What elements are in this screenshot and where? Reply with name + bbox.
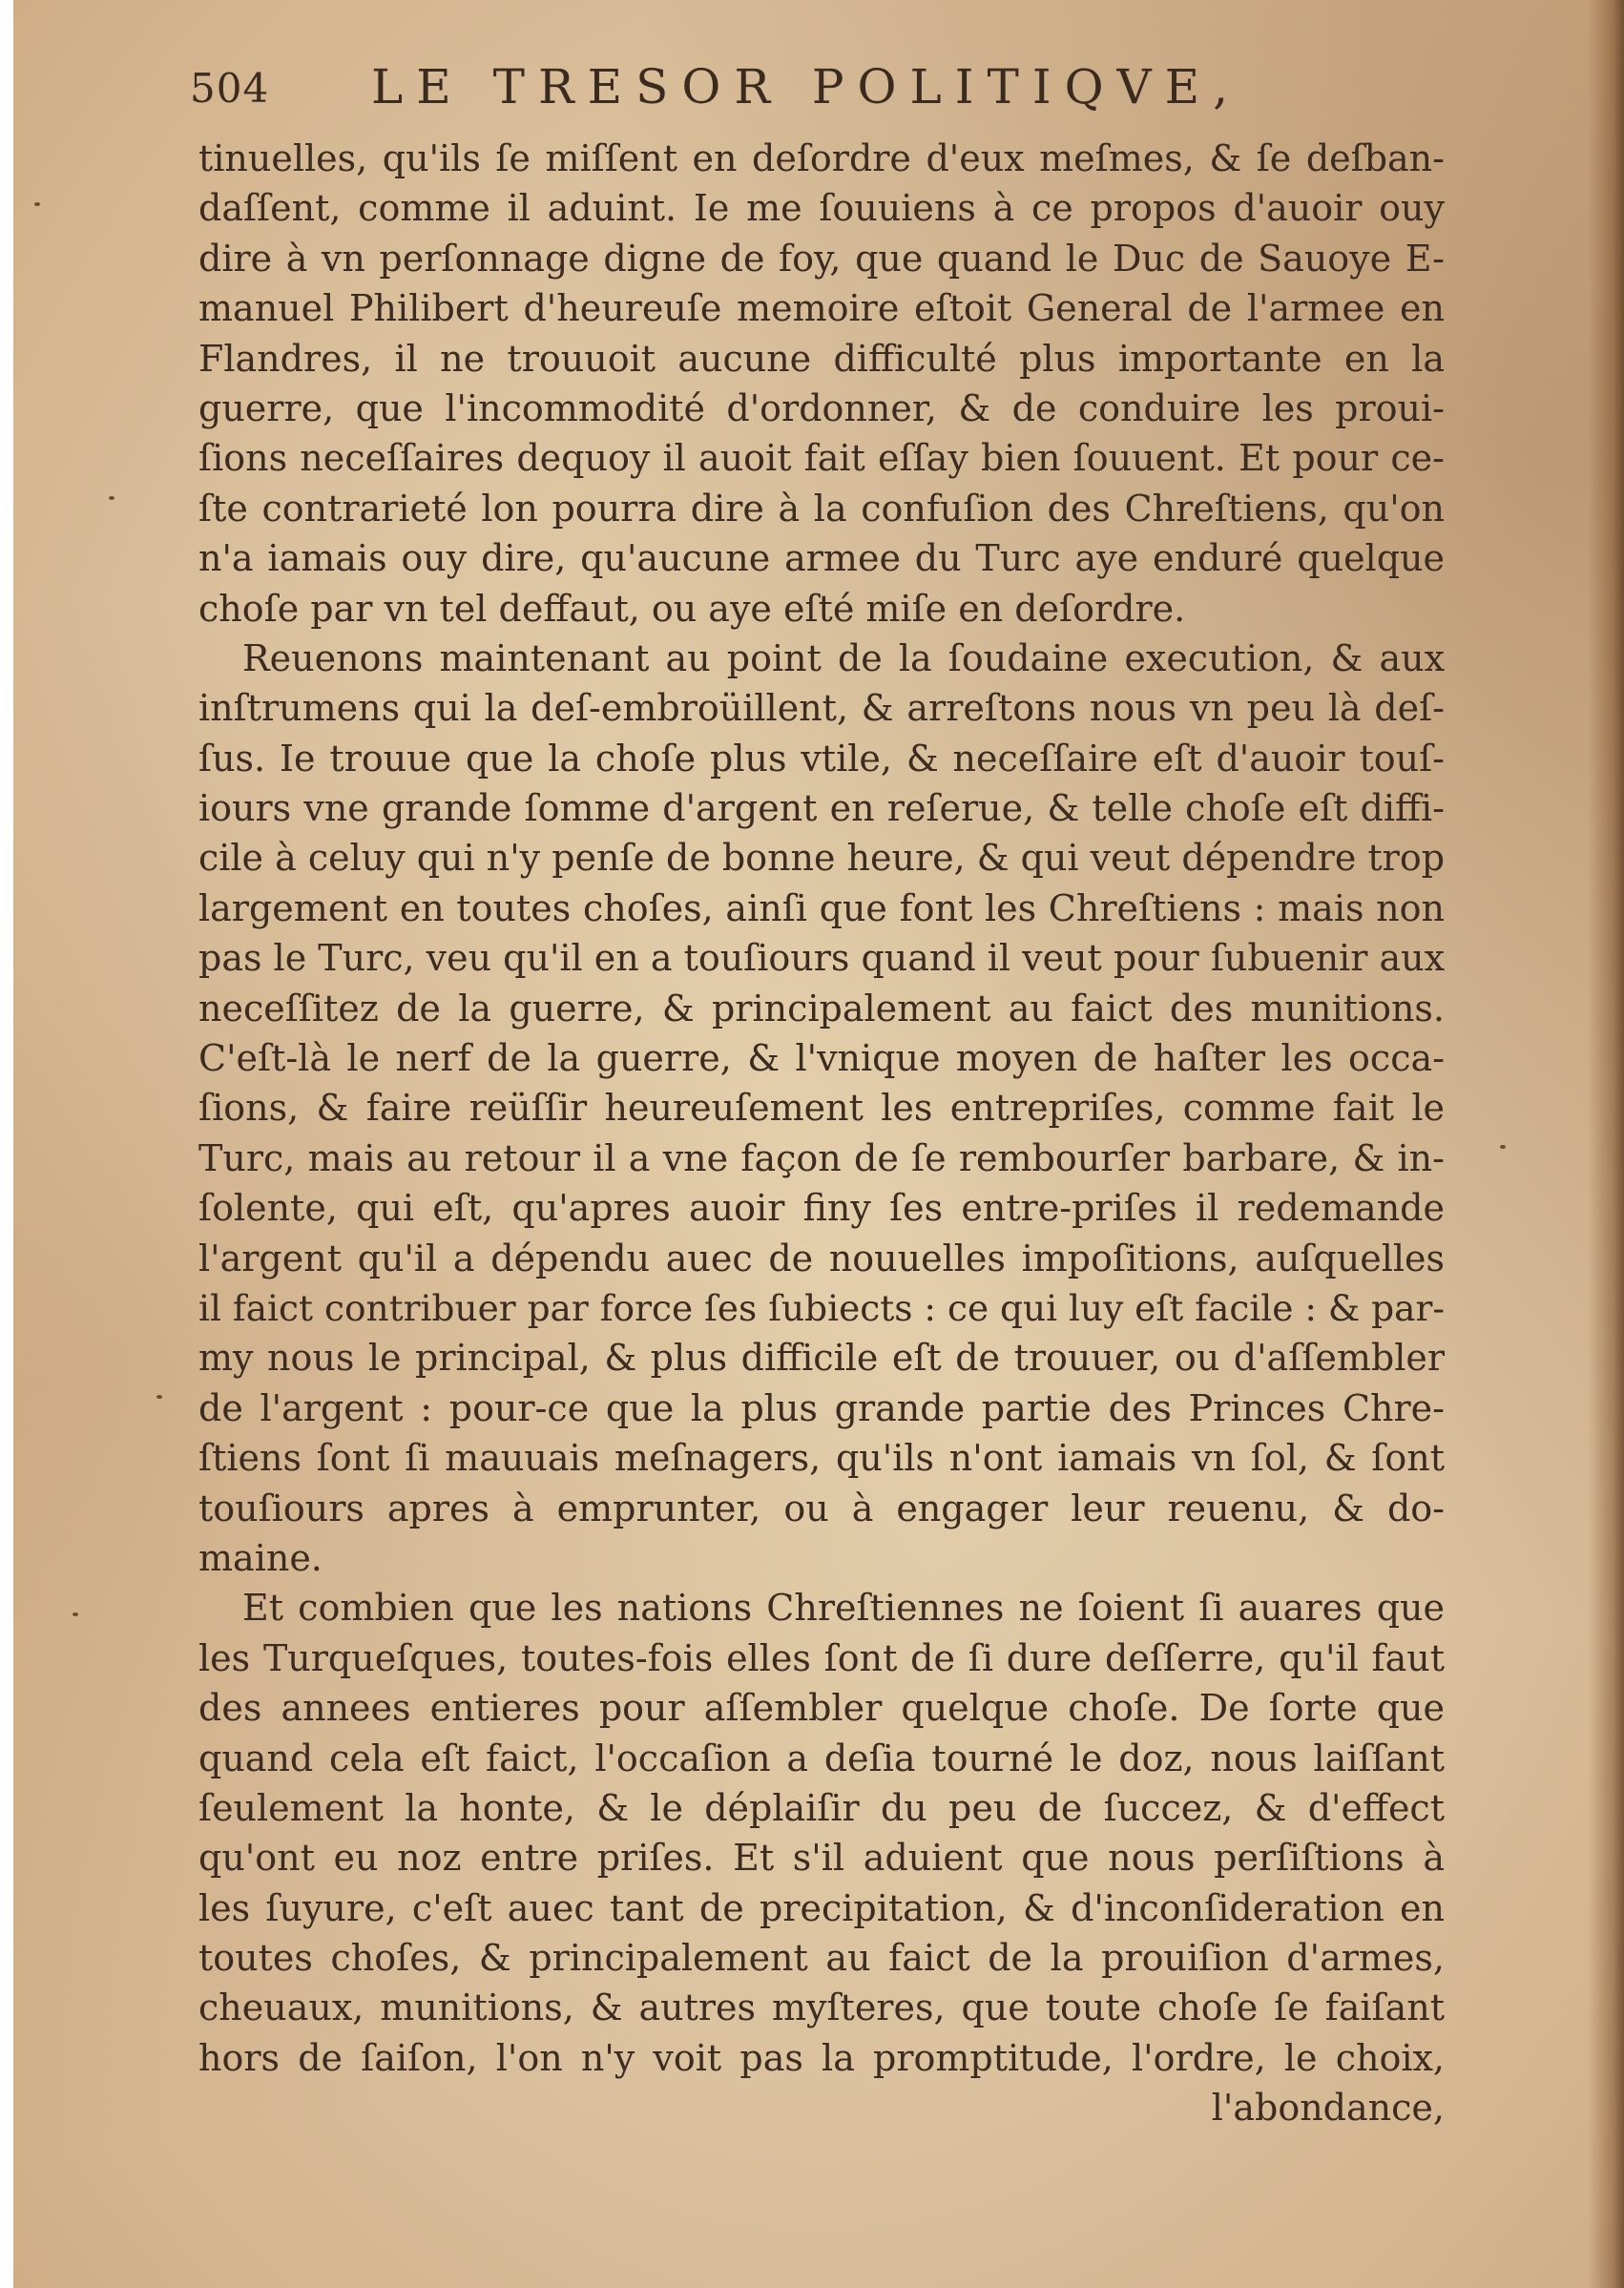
text-line: C'eſt-là le nerf de la guerre, & l'vnique moyen de haſter les occa- <box>198 1037 1445 1080</box>
page-number: 504 <box>190 65 270 112</box>
text-line: ſions neceſſaires dequoy il auoit fait eſſay bien ſouuent. Et pour ce- <box>198 437 1445 480</box>
text-line: ſolente, qui eſt, qu'apres auoir finy ſes entre-priſes il redemande <box>198 1187 1445 1230</box>
book-page <box>13 0 1624 2288</box>
text-line: touſiours apres à emprunter, ou à engager leur reuenu, & do- <box>198 1487 1445 1529</box>
text-line: iours vne grande ſomme d'argent en reſerue, & telle choſe eſt diffi- <box>198 787 1445 830</box>
running-title: LE TRESOR POLITIQVE, <box>371 59 1242 114</box>
text-line: my nous le principal, & plus difficile eſt de trouuer, ou d'aſſembler <box>198 1337 1445 1380</box>
text-line: choſe par vn tel deffaut, ou aye eſté miſe en deſordre. <box>198 587 1186 630</box>
text-line: pas le Turc, veu qu'il en a touſiours quand il veut pour ſubuenir aux <box>198 937 1445 980</box>
paragraph-3 <box>198 1583 1445 2083</box>
text-line: largement en toutes choſes, ainſi que font les Chreſtiens : mais non <box>198 886 1445 929</box>
paper-speck <box>109 496 115 500</box>
binding-shadow <box>1588 0 1624 2288</box>
text-line: ſus. Ie trouue que la choſe plus vtile, & neceſſaire eſt d'auoir touſ- <box>198 737 1445 780</box>
text-line: ſeulement la honte, & le déplaiſir du peu de ſuccez, & d'effect <box>198 1786 1445 1829</box>
paragraph-1 <box>198 134 1445 634</box>
text-line: ſtiens ſont ſi mauuais meſnagers, qu'ils n'ont iamais vn ſol, & ſont <box>198 1437 1445 1480</box>
text-line: l'argent qu'il a dépendu auec de nouuelles impoſitions, auſquelles <box>198 1237 1445 1279</box>
text-line: ſte contrarieté lon pourra dire à la confuſion des Chreſtiens, qu'on <box>198 487 1445 530</box>
text-line: Et combien que les nations Chreſtiennes ne ſoient ſi auares que <box>242 1587 1445 1630</box>
text-line: dire à vn perſonnage digne de foy, que quand le Duc de Sauoye E- <box>198 237 1445 280</box>
text-line: il faict contribuer par force ſes ſubiects : ce qui luy eſt facile : & par- <box>198 1286 1445 1329</box>
text-line: cheuaux, munitions, & autres myſteres, que toute choſe ſe faiſant <box>198 1986 1445 2029</box>
running-head <box>171 59 1449 126</box>
text-line: les Turqueſques, toutes-fois elles ſont de ſi dure deſſerre, qu'il faut <box>198 1636 1445 1679</box>
text-line: Flandres, il ne trouuoit aucune difficulté plus importante en la <box>198 337 1445 380</box>
catchword: l'abondance, <box>1211 2087 1445 2130</box>
text-line: inſtrumens qui la deſ-embroüillent, & arreſtons nous vn peu là deſ- <box>198 687 1445 730</box>
text-line: hors de ſaiſon, l'on n'y voit pas la promptitude, l'ordre, le choix, <box>198 2036 1445 2079</box>
text-line: cile à celuy qui n'y penſe de bonne heure, & qui veut dépendre trop <box>198 837 1445 880</box>
text-line: qu'ont eu noz entre priſes. Et s'il aduient que nous perſiſtions à <box>198 1837 1445 1880</box>
text-line: de l'argent : pour-ce que la plus grande partie des Princes Chre- <box>198 1386 1445 1429</box>
text-line: toutes choſes, & principalement au faict de la prouiſion d'armes, <box>198 1937 1445 1980</box>
text-line: Reuenons maintenant au point de la ſoudaine execution, & aux <box>242 636 1445 679</box>
text-line: Turc, mais au retour il a vne façon de ſe rembourſer barbare, & in- <box>198 1136 1445 1179</box>
body-text <box>198 134 1445 2133</box>
text-line: quand cela eſt faict, l'occaſion a deſia tourné le doz, nous laiſſant <box>198 1737 1445 1779</box>
text-line: des annees entieres pour aſſembler quelque choſe. De ſorte que <box>198 1687 1445 1730</box>
paper-speck <box>73 1612 78 1616</box>
text-line: ſions, & faire reüſſir heureuſement les entrepriſes, comme fait le <box>198 1087 1445 1130</box>
paper-speck <box>34 202 40 206</box>
text-line: n'a iamais ouy dire, qu'aucune armee du Turc aye enduré quelque <box>198 537 1445 580</box>
text-line: neceſſitez de la guerre, & principalement au faict des munitions. <box>198 987 1445 1030</box>
paper-speck <box>1500 1145 1506 1149</box>
text-line: guerre, que l'incommodité d'ordonner, & de conduire les proui- <box>198 386 1445 429</box>
text-line: maine. <box>198 1536 323 1579</box>
paragraph-2 <box>198 634 1445 1583</box>
text-line: tinuelles, qu'ils ſe miſſent en deſordre d'eux meſmes, & ſe deſban- <box>198 137 1445 179</box>
text-line: les ſuyure, c'eſt auec tant de precipitation, & d'inconſideration en <box>198 1886 1445 1929</box>
text-line: manuel Philibert d'heureuſe memoire eſtoit General de l'armee en <box>198 287 1445 330</box>
paper-speck <box>156 1395 162 1399</box>
text-line: daſſent, comme il aduint. Ie me ſouuiens à ce propos d'auoir ouy <box>198 187 1445 230</box>
